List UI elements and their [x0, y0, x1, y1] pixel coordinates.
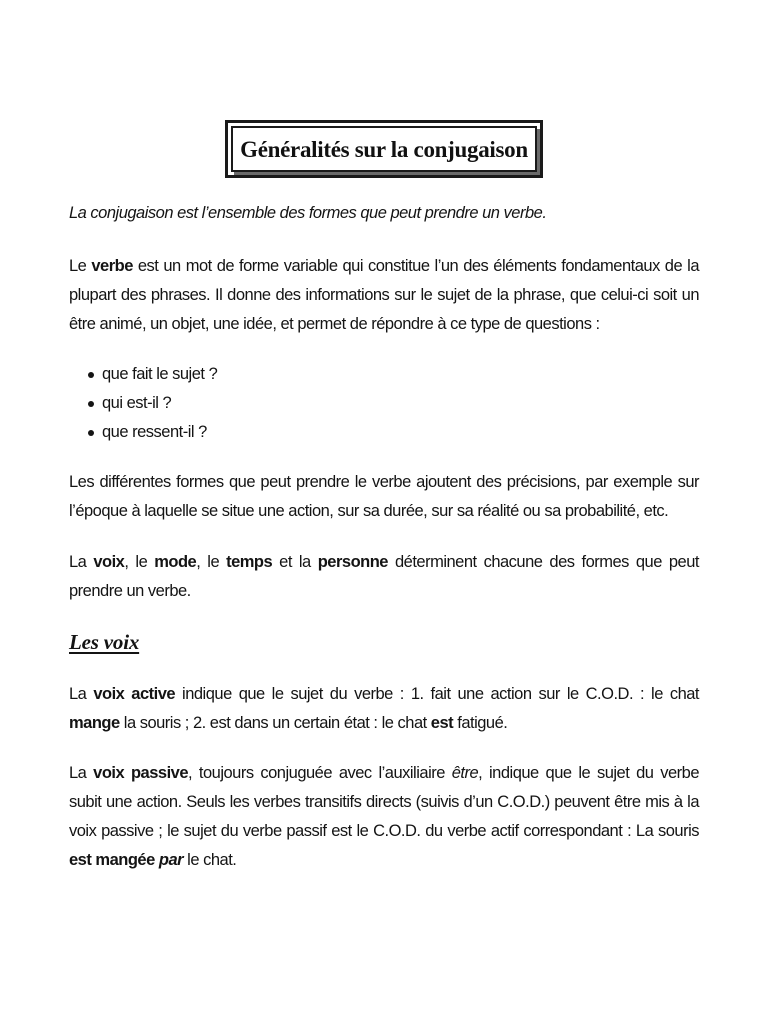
text-run: fatigué. — [453, 714, 508, 732]
verbe-paragraph — [69, 252, 699, 339]
term-mode: mode — [154, 553, 197, 571]
voix-active-paragraph — [69, 680, 699, 738]
text-run: Le — [69, 257, 92, 275]
example-agent-par: par — [158, 851, 184, 869]
voix-passive-paragraph — [69, 759, 699, 875]
term-voix: voix — [93, 553, 125, 571]
text-run: le chat. — [183, 851, 237, 869]
text-run: La — [69, 553, 94, 571]
question-text: que ressent-il ? — [102, 423, 207, 441]
example-verb-mange: mange — [69, 714, 120, 732]
page-title: Généralités sur la conjugaison — [240, 136, 528, 162]
text-run: et la — [272, 553, 318, 571]
question-text: que fait le sujet ? — [102, 365, 218, 383]
bullet-icon — [88, 401, 94, 407]
term-temps: temps — [226, 553, 273, 571]
section-heading-voix: Les voix — [69, 630, 140, 654]
list-item — [69, 418, 217, 447]
list-item — [69, 360, 217, 389]
title-frame — [225, 120, 543, 178]
example-verb-est-mangee: est mangée — [69, 851, 155, 869]
text-run: , le — [124, 553, 155, 571]
voix-paragraph — [69, 548, 699, 606]
bullet-icon — [88, 430, 94, 436]
questions-list — [69, 360, 217, 447]
text-run: la souris ; 2. est dans un certain état : le chat — [119, 714, 431, 732]
list-item — [69, 389, 217, 418]
text-run: , toujours conjuguée avec l’auxiliaire — [188, 764, 452, 782]
term-voix-active: voix active — [93, 685, 176, 703]
text-run: La — [69, 764, 94, 782]
term-verbe: verbe — [91, 257, 133, 275]
title-inner-frame — [231, 126, 537, 172]
term-personne: personne — [317, 553, 388, 571]
text-run: est un mot de forme variable qui constitue l’un des éléments fondamentaux de la plupart des phrases. Il donne des informations sur le sujet de la phrase, que celui-ci soit un être animé, un objet, une idée, et permet de répondre à ce type de questions : — [69, 257, 699, 333]
example-verb-est: est — [430, 714, 454, 732]
bullet-icon — [88, 372, 94, 378]
text-run: indique que le sujet du verbe : 1. fait une action sur le C.O.D. : le chat — [175, 685, 700, 703]
formes-paragraph: Les différentes formes que peut prendre le verbe ajoutent des précisions, par exemple sur l’époque à laquelle se situe une action, sur sa durée, sur sa réalité ou sa probabilité, etc. — [69, 473, 699, 520]
question-text: qui est-il ? — [102, 394, 172, 412]
term-voix-passive: voix passive — [93, 764, 189, 782]
text-run: La — [69, 685, 94, 703]
text-run: déterminent chacune des formes que peut prendre un verbe. — [69, 553, 699, 600]
text-run: , le — [196, 553, 227, 571]
term-etre: être — [451, 764, 479, 782]
text-run: , indique que le sujet du verbe subit une action. Seuls les verbes transitifs directs (suivis d’un C.O.D.) peuvent être mis à la voix passive ; le sujet du verbe passif est le C.O.D. du verbe actif correspondant : La souris — [69, 764, 700, 840]
intro-definition: La conjugaison est l’ensemble des formes que peut prendre un verbe. — [69, 204, 547, 222]
